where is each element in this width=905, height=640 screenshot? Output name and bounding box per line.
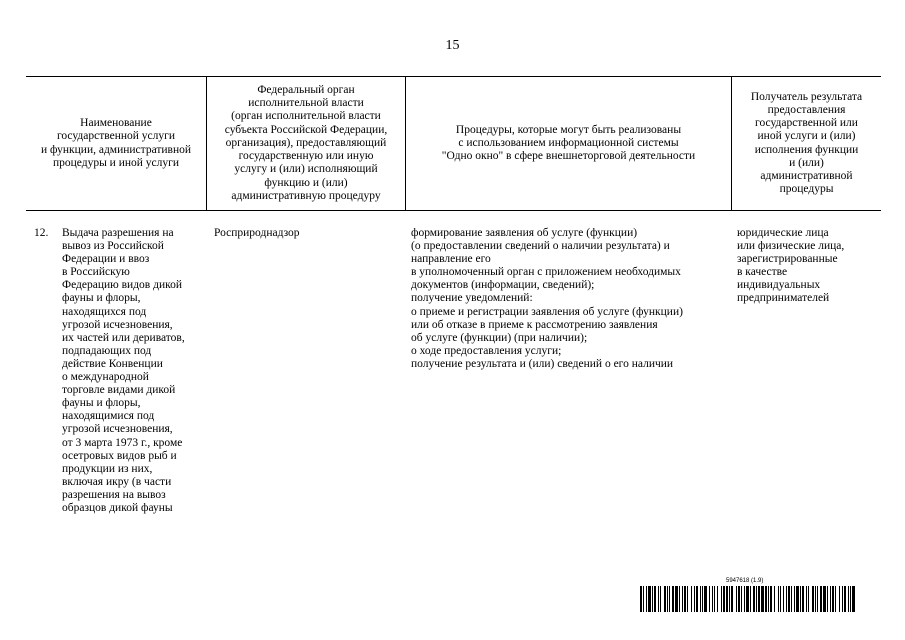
barcode-bar: [830, 586, 831, 612]
barcode-bar: [848, 586, 849, 612]
barcode-bar: [791, 586, 792, 612]
barcode-bar: [796, 586, 799, 612]
barcode-bar: [768, 586, 769, 612]
page-number: 15: [445, 38, 460, 53]
barcode-bar: [729, 586, 730, 612]
barcode-bar: [717, 586, 718, 612]
barcode-bar: [741, 586, 742, 612]
barcode-bar: [652, 586, 653, 612]
header-authority-text: Федеральный орган исполнительной власти (орган исполнительной власти субъекта Российской Федерации, организация), предоставляющий государственную или иную услугу и (или) исполняющий функцию и (или) административную процедуру: [224, 84, 388, 202]
barcode-bar: [721, 586, 722, 612]
barcode-bar: [684, 586, 686, 612]
row-recipient: юридические лица или физические лица, зарегистрированные в качестве индивидуальных предпринимателей: [737, 227, 845, 305]
barcode-bar: [827, 586, 828, 612]
barcode-bar: [756, 586, 757, 612]
barcode-bar: [812, 586, 814, 612]
header-recipient-text: Получатель результата предоставления государственной или иной услуги и (или) исполнения функции и (или) административной процедуры: [750, 90, 863, 196]
barcode-bar: [731, 586, 733, 612]
barcode-bar: [736, 586, 737, 612]
barcode-bar: [806, 586, 807, 612]
barcode-bar: [738, 586, 740, 612]
row-procedures: формирование заявления об услуге (функции) (о предоставлении сведений о наличии результата) и направление его в уполномоченный орган с приложением необходимых документов (информации, сведений); получение уведомлений: о приеме и регистрации заявления об услуге (функции) или об отказе в приеме к рассмотрению заявления об услуге (функции) (при наличии); о ходе предоставления услуги; получение результата и (или) сведений о его наличии: [411, 227, 683, 370]
barcode-bar: [654, 586, 656, 612]
barcode-bar: [815, 586, 816, 612]
barcode-bar: [823, 586, 826, 612]
barcode-bar: [765, 586, 767, 612]
header-procedures: [406, 77, 731, 210]
barcode-bar: [640, 586, 642, 612]
barcode-bar: [802, 586, 804, 612]
barcode-bar: [660, 586, 661, 612]
barcode-bar: [817, 586, 818, 612]
barcode-bar: [682, 586, 683, 612]
barcode-bar: [783, 586, 784, 612]
row-authority: Росприроднадзор: [214, 227, 300, 239]
barcode-bar: [800, 586, 801, 612]
barcode-bar: [696, 586, 698, 612]
barcode-bar: [780, 586, 781, 612]
barcode-bar: [714, 586, 715, 612]
barcode-bar: [667, 586, 668, 612]
barcode-bar: [844, 586, 846, 612]
barcode-bar: [774, 586, 775, 612]
barcode-bar: [832, 586, 834, 612]
barcode-bar: [704, 586, 707, 612]
barcode-bar: [750, 586, 751, 612]
barcode-bar: [664, 586, 666, 612]
barcode-bar: [726, 586, 728, 612]
barcode-bar: [679, 586, 680, 612]
barcode-bar: [835, 586, 836, 612]
header-service-name-text: Наименование государственной услуги и функции, административной процедуры и иной услуги: [40, 117, 192, 169]
barcode-bar: [700, 586, 701, 612]
barcode-bar: [753, 586, 755, 612]
barcode-bar: [691, 586, 692, 612]
barcode-bar: [643, 586, 644, 612]
barcode-bar: [794, 586, 795, 612]
barcode-bar: [672, 586, 674, 612]
barcode-bar: [694, 586, 695, 612]
barcode-bar: [744, 586, 745, 612]
barcode-bar: [675, 586, 678, 612]
barcode-number: 5947618 (1.9): [726, 578, 764, 584]
barcode: [640, 578, 856, 614]
barcode-bar: [808, 586, 809, 612]
barcode-bar: [778, 586, 779, 612]
header-authority: [207, 77, 405, 210]
header-recipient: [732, 77, 881, 210]
barcode-bar: [842, 586, 843, 612]
barcode-bar: [709, 586, 710, 612]
barcode-bar: [761, 586, 764, 612]
header-service-name: [26, 77, 206, 210]
barcode-bars: [640, 586, 856, 612]
header-procedures-text: Процедуры, которые могут быть реализованы с использованием информационной системы "Одно окно" в сфере внешнеторговой деятельности: [441, 123, 696, 163]
barcode-bar: [746, 586, 749, 612]
table-header-bottom-border: [26, 210, 881, 211]
row-service-name: Выдача разрешения на вывоз из Российской Федерации и ввоз в Российскую Федерацию видов дикой фауны и флоры, находящихся под угрозой исчезновения, их частей или дериватов, подпадающих под действие Конвенции о международной торговле видами дикой фауны и флоры, находящимися под угрозой исчезновения, от 3 марта 1973 г., кроме осетровых видов рыб и продукции из них, включая икру (в части разрешения на вывоз образцов дикой фауны: [62, 227, 185, 514]
barcode-bar: [850, 586, 851, 612]
barcode-bar: [770, 586, 772, 612]
barcode-bar: [820, 586, 822, 612]
barcode-bar: [723, 586, 725, 612]
barcode-bar: [712, 586, 713, 612]
barcode-bar: [669, 586, 670, 612]
barcode-bar: [839, 586, 840, 612]
barcode-bar: [852, 586, 855, 612]
barcode-bar: [648, 586, 651, 612]
barcode-bar: [758, 586, 760, 612]
barcode-bar: [702, 586, 703, 612]
barcode-bar: [658, 586, 659, 612]
barcode-bar: [687, 586, 688, 612]
barcode-bar: [646, 586, 647, 612]
row-number: 12.: [34, 227, 49, 239]
barcode-bar: [786, 586, 787, 612]
barcode-bar: [788, 586, 790, 612]
